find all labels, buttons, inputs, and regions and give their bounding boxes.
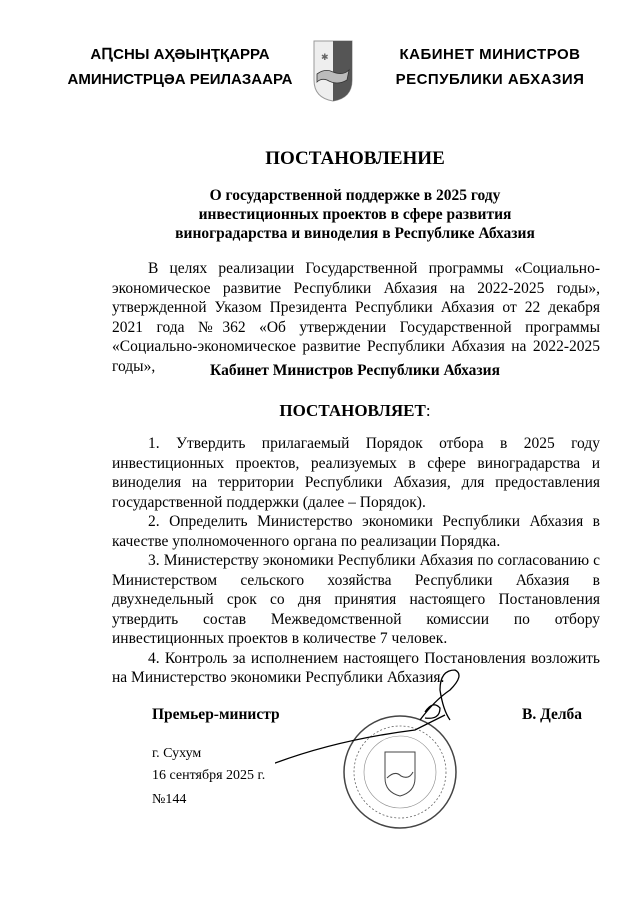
decree-item: 3. Министерству экономики Республики Абхазия по согласованию с Министерством сельского хозяйства Республики Абхазия в двухнедельный срок со дня принятия настоящего Постановления утвердить состав Межведомственной комиссии по отбору инвестиционных проектов в количестве 7 человек. [112,552,600,647]
signatory-name: В. Делба [522,706,583,723]
header-russian [380,42,600,92]
header-left-line: АМИНИСТРЦӘА РЕИЛАЗААРА [67,71,293,88]
header-right-line: РЕСПУБЛИКИ АБХАЗИЯ [395,71,585,88]
header-left-line: АԤСНЫ АҲӘЫНҬҚАРРА [90,46,270,63]
decree-item: 2. Определить Министерство экономики Республики Абхазия в качестве уполномоченного органа по реализации Порядка. [112,513,600,550]
decrees-colon: : [425,401,431,420]
subtitle-line: виноградарства и виноделия в Республике Абхазия [175,225,535,242]
document-subtitle [100,186,610,243]
decree-item: 1. Утвердить прилагаемый Порядок отбора в 2025 году инвестиционных проектов, реализуемых в сфере виноградарства и виноделия на территории Республики Абхазия, для предоставления государственной поддержки (далее – Порядок). [112,435,600,511]
decrees-word: ПОСТАНОВЛЯЕТ [279,401,426,420]
svg-text:✱: ✱ [321,52,329,62]
subtitle-line: инвестиционных проектов в сфере развития [198,206,512,223]
preamble-paragraph: В целях реализации Государственной программы «Социально-экономическое развитие Республики Абхазия на 2022-2025 годы», утвержденной Указом Президента Республики Абхазия от 22 декабря 2021 года №362 «Об утверждении Государственной программы «Социально-экономическое развитие Республики Абхазия на 2022-2025 годы», [112,260,600,375]
signatory-title: Премьер-министр [152,706,280,723]
document-title: ПОСТАНОВЛЕНИЕ [265,148,445,169]
coat-of-arms-emblem [313,40,353,102]
header-right-line: КАБИНЕТ МИНИСТРОВ [399,46,581,63]
header-abkhaz [60,42,300,92]
document-date: 16 сентября 2025 г. [152,768,266,783]
decrees-heading [100,401,610,421]
document-number: №144 [152,792,187,807]
decree-items [112,434,600,688]
decree-item: 4. Контроль за исполнением настоящего Постановления возложить на Министерство экономики Республики Абхазия. [112,649,600,686]
city: г. Сухум [152,746,202,761]
subtitle-line: О государственной поддержке в 2025 году [209,187,501,204]
official-seal-and-signature [275,660,475,830]
issuer: Кабинет Министров Республики Абхазия [210,362,500,379]
